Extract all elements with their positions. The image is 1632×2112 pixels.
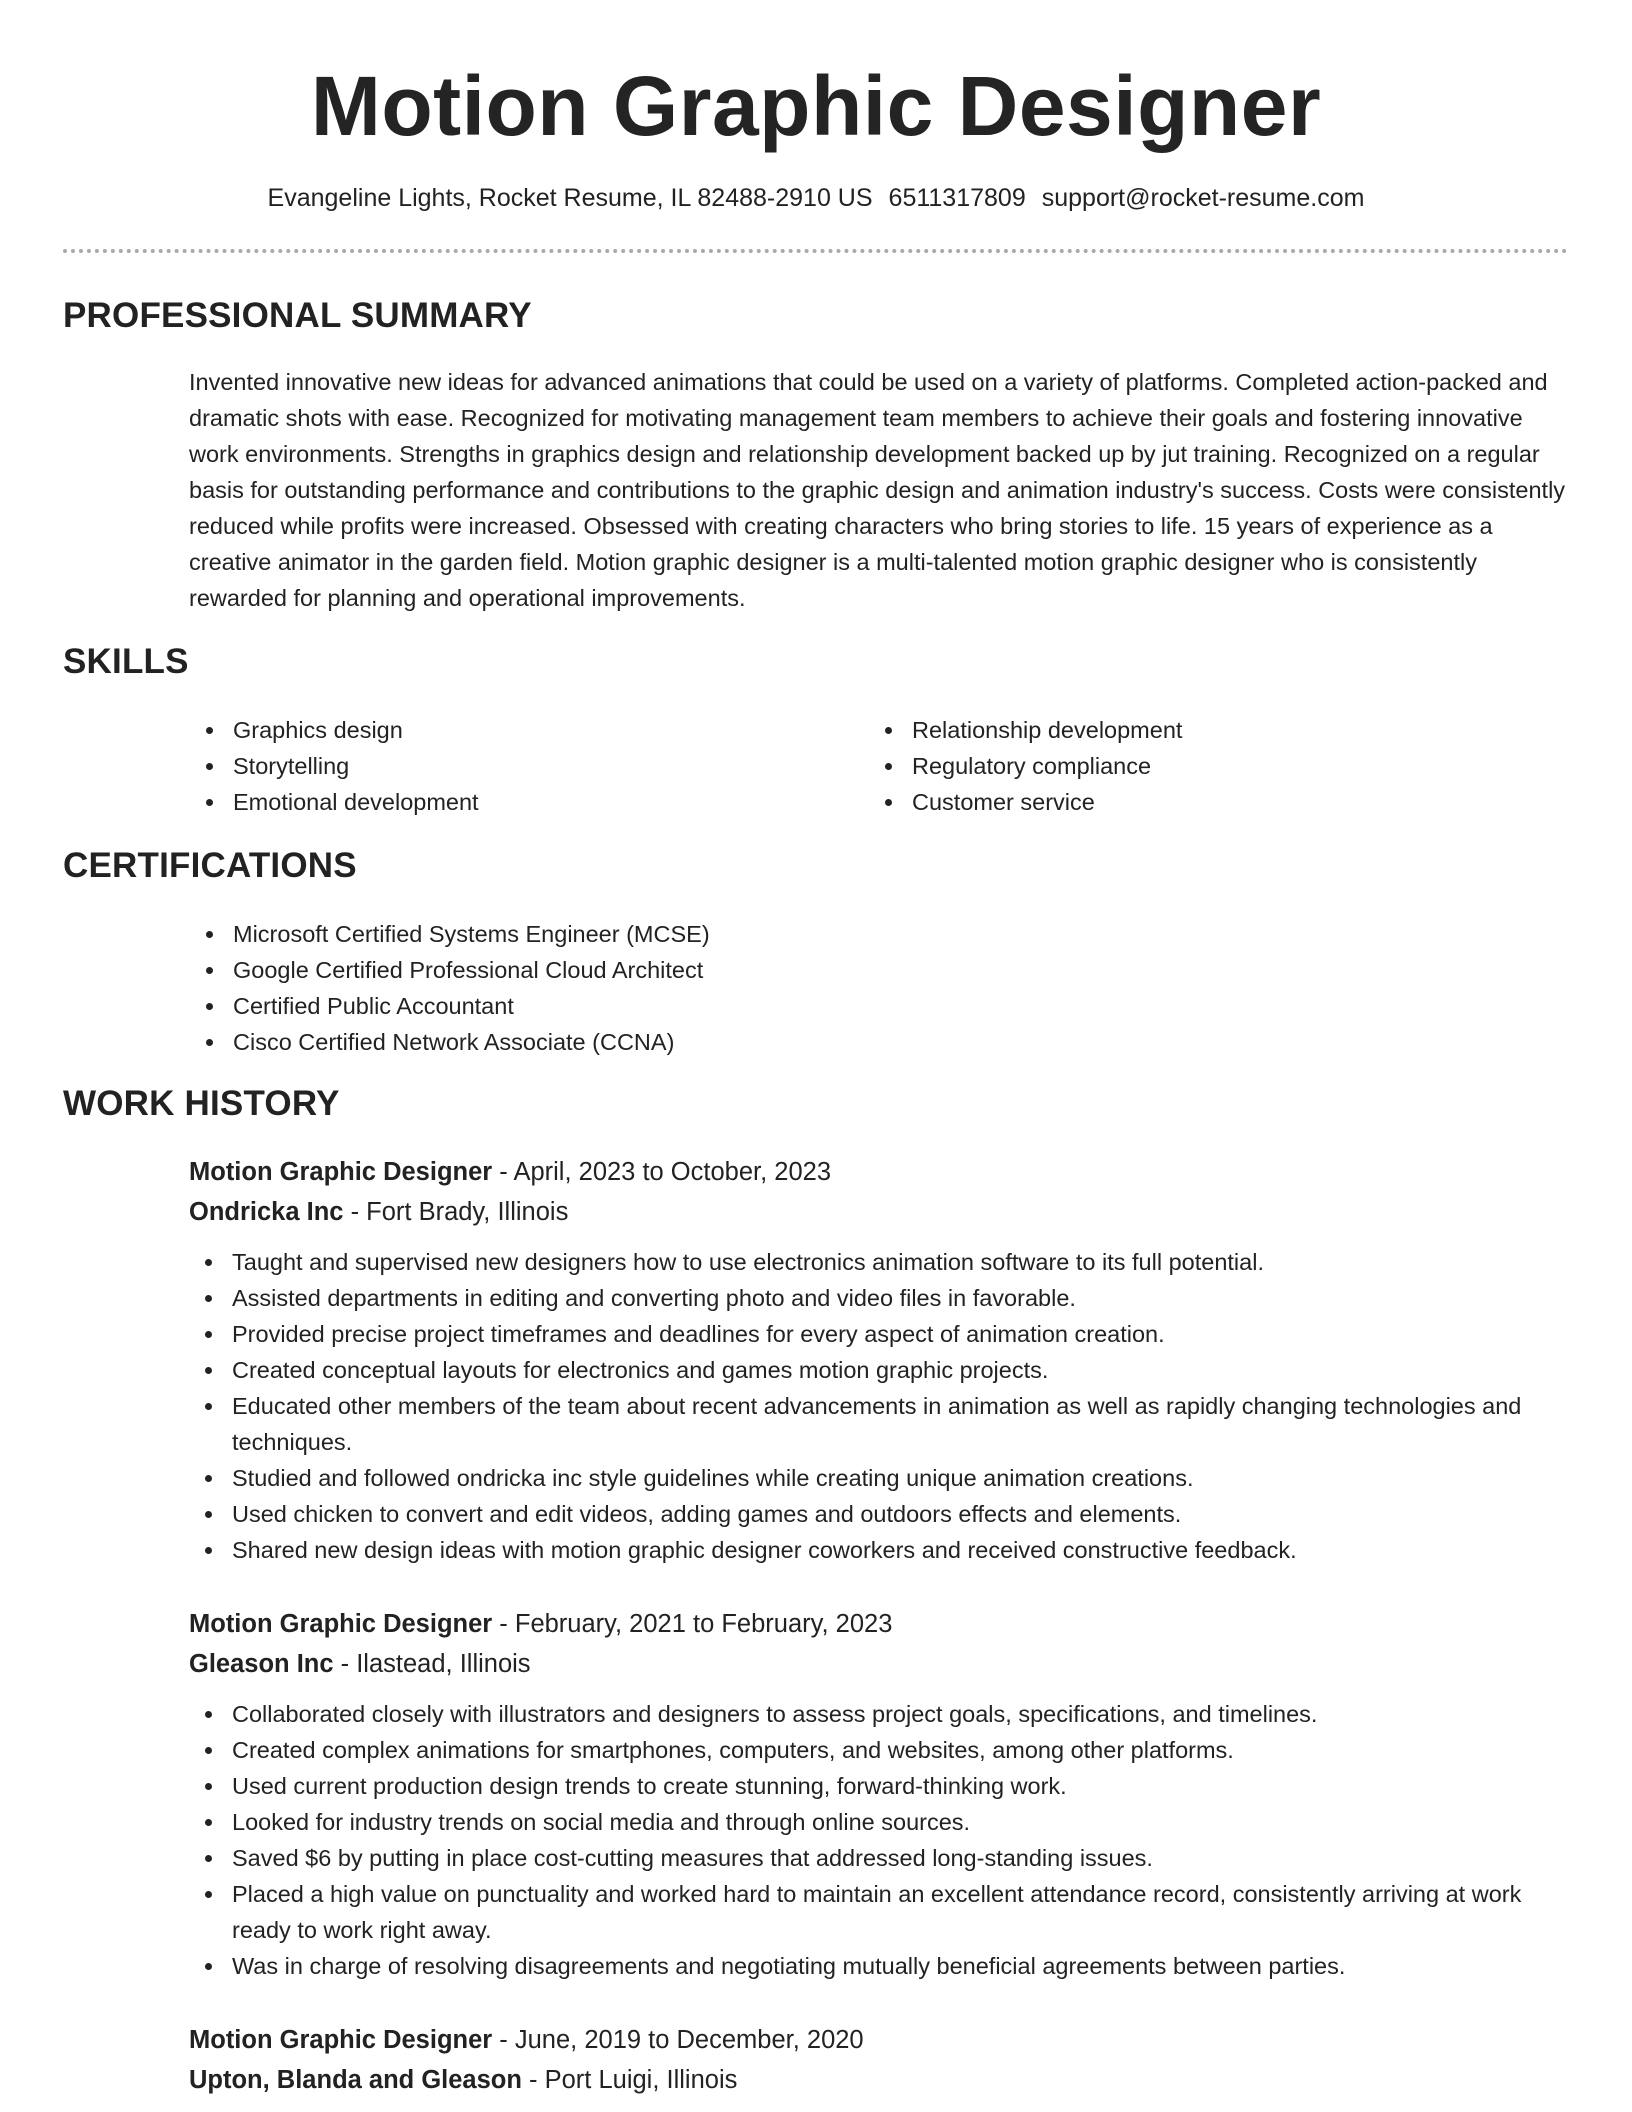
job-dates: - June, 2019 to December, 2020 [492,2026,864,2054]
job-entry [189,1152,1569,1568]
job-bullet: Taught and supervised new designers how to use electronics animation software to its full potential. [188,1244,1569,1280]
job-location: - Fort Brady, Illinois [343,1198,569,1226]
certification-item: Cisco Certified Network Associate (CCNA) [189,1024,1569,1060]
skills-list-left [189,712,829,820]
work-history-heading: WORK HISTORY [63,1084,340,1123]
certification-item: Google Certified Professional Cloud Architect [189,952,1569,988]
job-location: - Ilastead, Illinois [333,1650,531,1678]
summary-heading: PROFESSIONAL SUMMARY [63,296,532,335]
summary-text: Invented innovative new ideas for advanced animations that could be used on a variety of platforms. Completed action-packed and dramatic shots with ease. Recognized for motivating management team members to achieve their goals and fostering innovative work environments. Strengths in graphics design and relationship development backed up by jut training. Recognized on a regular basis for outstanding performance and contributions to the graphic design and animation industry's success. Costs were consistently reduced while profits were increased. Obsessed with creating characters who bring stories to life. 15 years of experience as a creative animator in the garden field. Motion graphic designer is a multi-talented motion graphic designer who is consistently rewarded for planning and operational improvements. [189,369,1566,611]
job-company-line [189,1192,1569,1232]
job-bullet: Placed a high value on punctuality and worked hard to maintain an excellent attendance record, consistently arriving at work ready to work right away. [188,1876,1569,1948]
job-company-line [189,1644,1569,1684]
certification-item: Certified Public Accountant [189,988,1569,1024]
skills-heading: SKILLS [63,642,189,681]
job-bullet: Created conceptual layouts for electronics and games motion graphic projects. [188,1352,1569,1388]
contact-address: Evangeline Lights, Rocket Resume, IL 82488-2910 US [267,184,873,212]
skill-item: Regulatory compliance [868,748,1508,784]
job-bullet: Used chicken to convert and edit videos, adding games and outdoors effects and elements. [188,1496,1569,1532]
job-role: Motion Graphic Designer [189,1610,493,1638]
job-title-line [189,1604,1569,1644]
contact-line [0,181,1632,215]
certification-item: Microsoft Certified Systems Engineer (MCSE) [189,916,1569,952]
job-location: - Port Luigi, Illinois [521,2066,738,2094]
job-bullets [188,1244,1569,1568]
job-title-line [189,2020,1569,2060]
skills-list-right [868,712,1508,820]
job-role: Motion Graphic Designer [189,2026,493,2054]
job-bullet: Saved $6 by putting in place cost-cutting measures that addressed long-standing issues. [188,1840,1569,1876]
header-divider [63,249,1568,253]
job-bullet: Assisted departments in editing and converting photo and video files in favorable. [188,1280,1569,1316]
job-company: Upton, Blanda and Gleason [189,2066,522,2094]
job-bullet: Collaborated closely with illustrators and designers to assess project goals, specifications, and timelines. [188,1696,1569,1732]
job-bullet: Provided precise project timeframes and deadlines for every aspect of animation creation. [188,1316,1569,1352]
job-bullet: Looked for industry trends on social media and through online sources. [188,1804,1569,1840]
skill-item: Graphics design [189,712,829,748]
job-bullet: Educated other members of the team about recent advancements in animation as well as rapidly changing technologies and techniques. [188,1388,1569,1460]
skill-item: Relationship development [868,712,1508,748]
job-dates: - February, 2021 to February, 2023 [492,1610,893,1638]
job-entry [189,1604,1569,1984]
certifications-heading: CERTIFICATIONS [63,846,357,885]
job-company: Ondricka Inc [189,1198,344,1226]
job-company: Gleason Inc [189,1650,334,1678]
job-bullet: Studied and followed ondricka inc style guidelines while creating unique animation creations. [188,1460,1569,1496]
job-dates: - April, 2023 to October, 2023 [492,1158,831,1186]
resume-name: Motion Graphic Designer [310,59,1322,153]
job-role: Motion Graphic Designer [189,1158,493,1186]
job-title-line [189,1152,1569,1192]
contact-email[interactable]: support@rocket-resume.com [1041,184,1365,212]
job-bullets [188,1696,1569,1984]
job-bullet: Was in charge of resolving disagreements and negotiating mutually beneficial agreements between parties. [188,1948,1569,1984]
certifications-list [189,916,1569,1060]
job-entry [189,2020,1569,2100]
job-bullet: Shared new design ideas with motion graphic designer coworkers and received constructive feedback. [188,1532,1569,1568]
contact-phone: 6511317809 [888,184,1026,212]
job-bullet: Used current production design trends to create stunning, forward-thinking work. [188,1768,1569,1804]
job-bullet: Created complex animations for smartphones, computers, and websites, among other platforms. [188,1732,1569,1768]
skill-item: Emotional development [189,784,829,820]
skill-item: Storytelling [189,748,829,784]
skill-item: Customer service [868,784,1508,820]
job-company-line [189,2060,1569,2100]
